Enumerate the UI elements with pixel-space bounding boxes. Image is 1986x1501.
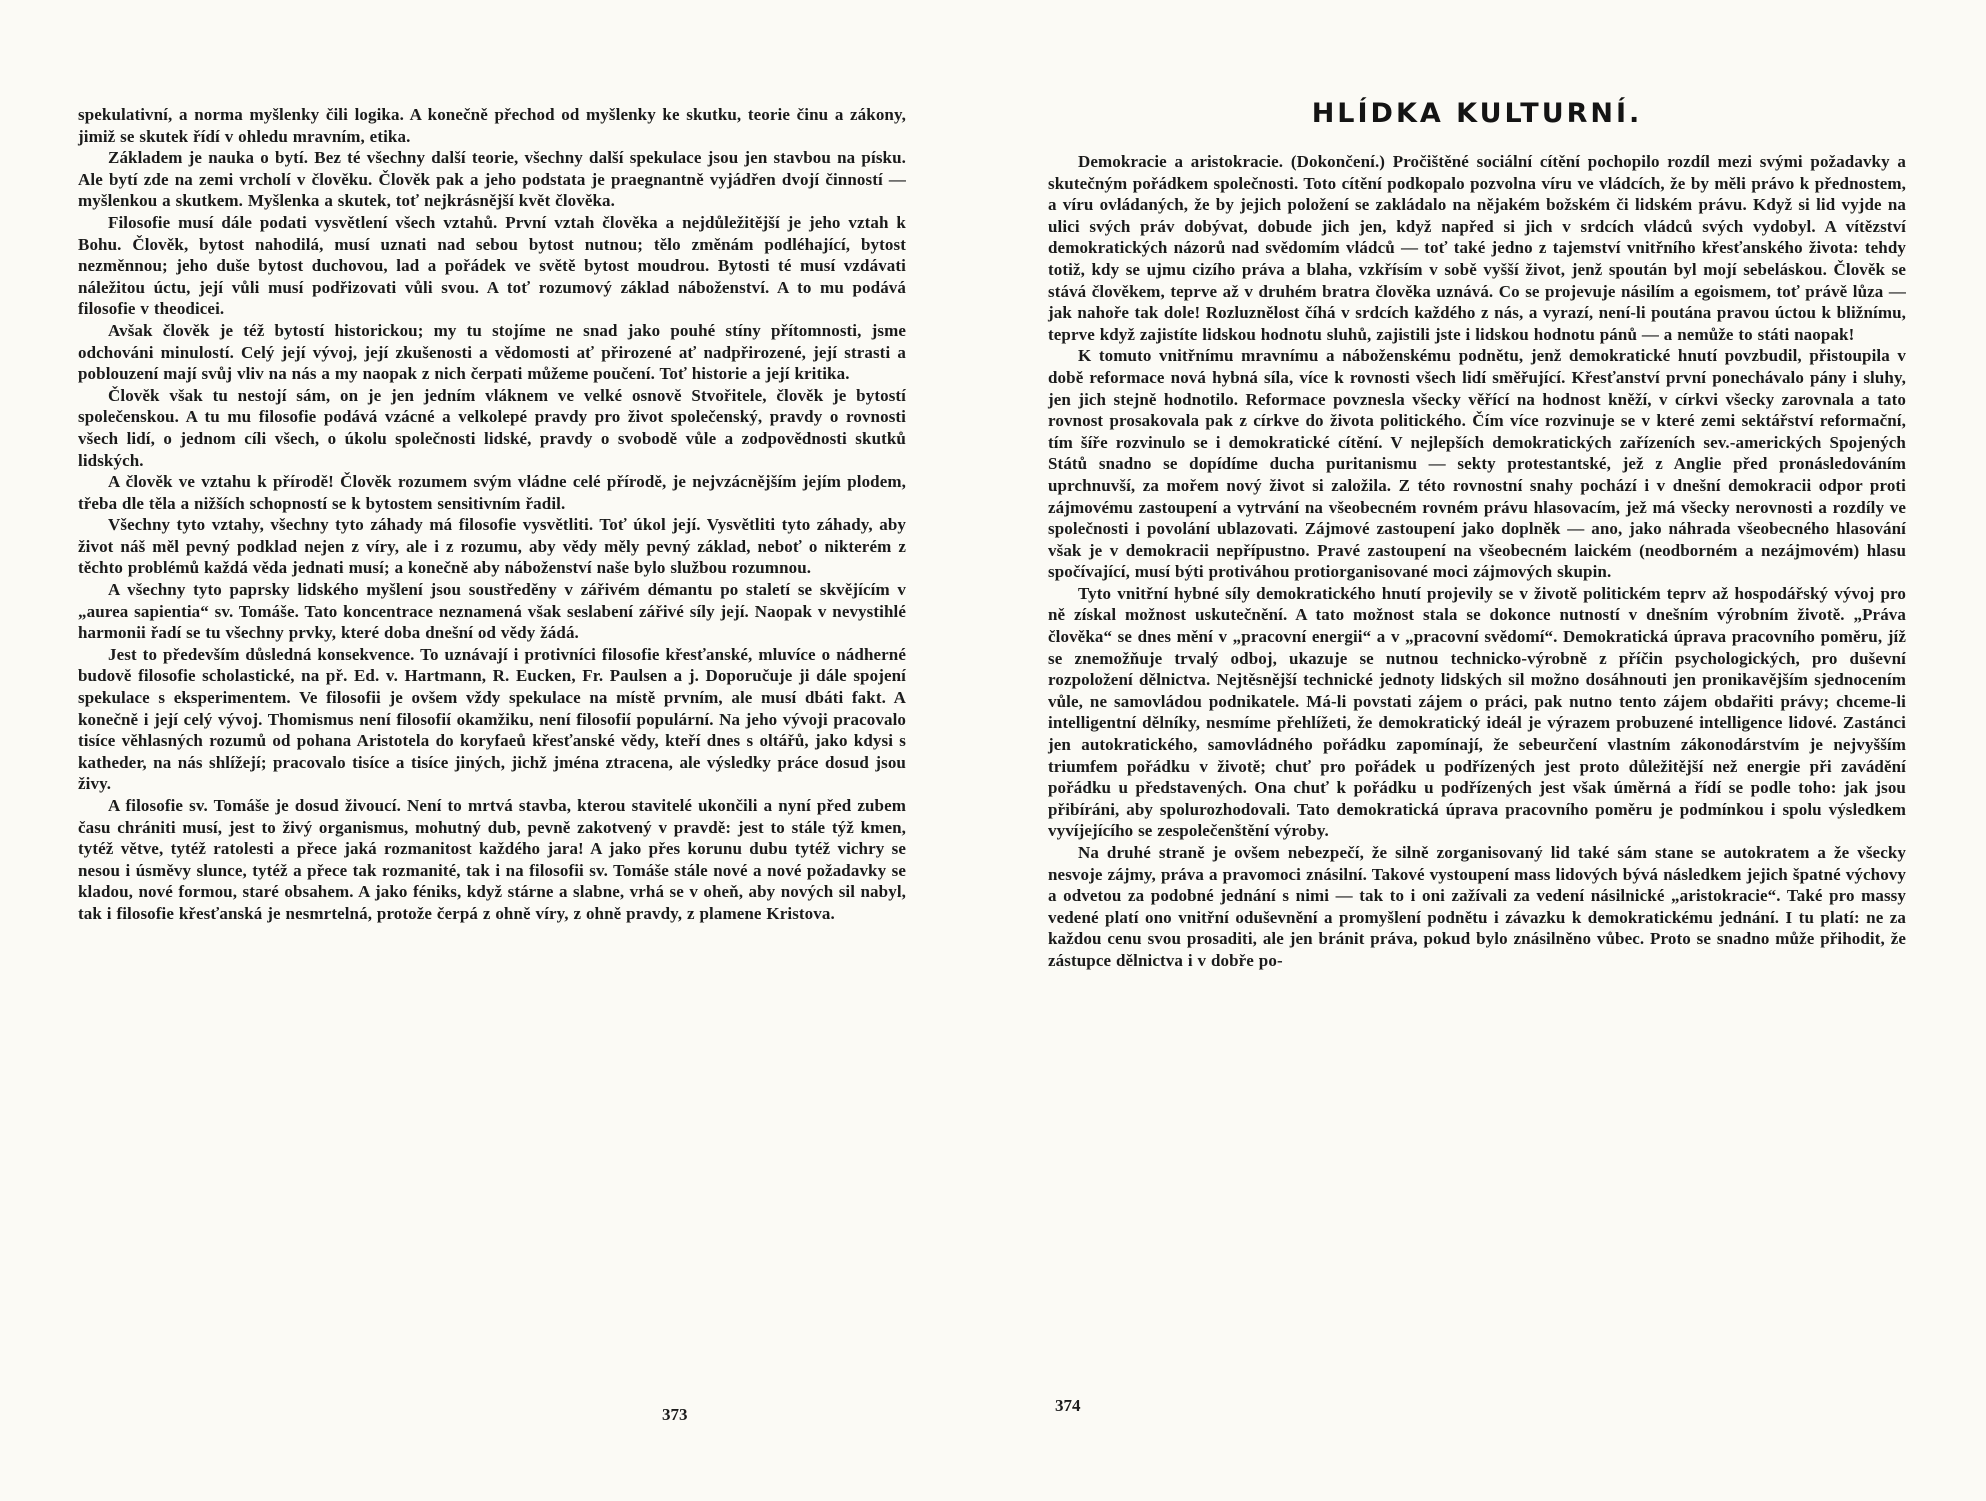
paragraph: A člověk ve vztahu k přírodě! Člověk rozumem svým vládne celé přírodě, je nejvzácnějším jejím plodem, třeba dle těla a nižších schopností se k bytostem sensitivním řadil. — [78, 472, 906, 513]
paragraph: Filosofie musí dále podati vysvětlení všech vztahů. První vztah člověka a nejdůležitější je jeho vztah k Bohu. Člověk, bytost nahodilá, musí uznati nad sebou bytost nutnou; tělo změnám podléhající, bytost nezměnnou; jeho duše bytost duchovou, lad a pořádek ve světě bytost moudrou. Bytosti té musí vzdávati náležitou úctu, její vůli musí podřizovati vůli svou. A toť rozumový základ náboženství. A to mu podává filosofie v theodicei. — [78, 212, 906, 319]
paragraph: Základem je nauka o bytí. Bez té všechny další teorie, všechny další spekulace jsou jen stavbou na písku. Ale bytí zde na zemi vrcholí v člověku. Člověk pak a jeho podstata je praegnantně vyjádřen dvojí činností — myšlenkou a skutkem. Myšlenka a skutek, toť nejkrásnější květ člověka. — [78, 148, 906, 211]
paragraph — [1048, 151, 1906, 345]
section-header: HLÍDKA KULTURNÍ. — [1311, 98, 1643, 129]
paragraph-text: (Dokončení.) Pročištěné sociální cítění pochopilo rozdíl mezi svými požadavky a skutečným pořádkem společnosti. Toto cítění podkopalo pozvolna víru ve vládcích, že by měli právo k přednostem, a víru ovládaných, že by jejich položení se zakládalo na nějakém božském či lidském právu. Když si lid vyjde na ulici svých práv dobývat, dobude jich jen, když napřed si jich v srdcích vládců svých vydobyl. A vítězství demokratických názorů nad svědomím vládců — toť také jedno z tajemství vnitřního křesťanského života: tehdy totiž, kdy se ujmu cizího práva a blaha, vzkřísím v sobě vyšší život, jenž spoután byl mojí sebeláskou. Člověk se stává člověkem, teprve až v druhém bratra člověka uznává. Co se projevuje násilím a egoismem, toť právě lůza — jak nahoře tak dole! Rozluznělost číhá v srdcích každého z nás, a vyrazí, není-li poutána pravou úctou k bližnímu, teprve když zajistíte lidskou hodnotu sluhů, zajistili jste i lidskou hodnotu pánů — a nemůže to státi naopak! — [1048, 152, 1906, 344]
paragraph: A všechny tyto paprsky lidského myšlení jsou soustředěny v zářivém démantu po staletí se skvějícím v „aurea sapientia“ sv. Tomáše. Tato koncentrace neznamená však seslabení zářivé síly její. Naopak v nevystihlé harmonii řadí se tu všechny prvky, které doba dnešní od vědy žádá. — [78, 580, 906, 643]
page-number-right: 374 — [1055, 1396, 1081, 1415]
paragraph: Tyto vnitřní hybné síly demokratického hnutí projevily se v životě politickém teprv až hospodářský vývoj pro ně získal možnost uskutečnění. A tato možnost stala se dokonce nutností v dnešním výrobním životě. „Práva člověka“ se dnes mění v „pracovní energii“ a v „pracovní svědomí“. Demokratická úprava pracovního poměru, jíž se znemožňuje trvalý odboj, ukazuje se nutnou technicko-výrobně z příčin psychologických, pro duševní rozpoložení dělnictva. Nejtěsnější technické jednoty lidských sil možno dosáhnouti jen pronikavějším sjednocením vůle, ne samovládou podnikatele. Má-li povstati zájem o práci, pak nutno tento zájem obdařiti právy; chceme-li intelligentní dělníky, nesmíme přehlížeti, že demokratický ideál je výrazem probuzené intelligence lidové. Zastánci jen autokratického, samovládného pořádku zapomínají, že sebeurčení vlastním zákonodárstvím je nejvyšším triumfem pořádku v životě; chuť pro pořádek u podřízených jest proto důležitější než energie při zavádění pořádku u představených. Ona chuť k pořádku u podřízených jest však úměrná a řídí se podle toho: jak jsou přibíráni, aby spolurozhodovali. Tato demokratická úprava pracovního poměru je podmínkou i spolu výsledkem vyvíjejícího se zespolečenštění výroby. — [1048, 583, 1906, 841]
paragraph: Avšak člověk je též bytostí historickou; my tu stojíme ne snad jako pouhé stíny přítomnosti, jsme odchováni minulostí. Celý její vývoj, její zkušenosti a vědomosti ať přirozené ať nadpřirozené, její strasti a poblouzení mají svůj vliv na nás a my naopak z nich čerpati můžeme poučení. Toť historie a její kritika. — [78, 320, 906, 384]
paragraph: Na druhé straně je ovšem nebezpečí, že silně zorganisovaný lid také sám stane se autokratem a že všecky nesvoje zájmy, práva a pravomoci znásilní. Takové vystoupení mass lidových bývá následkem jejich špatné výchovy a odvetou za podobné jednání s nimi — tak to i oni zažívali za vedení násilnické „aristokracie“. Také pro massy vedené platí ono vnitřní oduševnění a promyšlení podnětu i závazku k demokratickému jednání. I tu platí: ne za každou cenu svou prosaditi, ale jen bránit práva, pokud bylo znásilněno vůbec. Proto se snadno může přihodit, že zástupce dělnictva i v dobře po- — [1048, 843, 1906, 970]
paragraph: Jest to především důsledná konsekvence. To uznávají i protivníci filosofie křesťanské, mluvíce o nádherné budově filosofie scholastické, na př. Ed. v. Hartmann, R. Eucken, Fr. Paulsen a j. Doporučuje ji dále spojení spekulace s eksperimentem. Ve filosofii je ovšem vždy spekulace na místě prvním, ale musí dbáti fakt. A konečně i její celý vývoj. Thomismus není filosofií okamžiku, není filosofií populární. Na jeho vývoji pracovalo tisíce věhlasných rozumů od pohana Aristotela do koryfaeů křesťanské vědy, kteří dnes s oltářů, jako kdysi s katheder, na nás shlížejí; pracovalo tisíce a tisíce jiných, jichž jména ztracena, ale výsledky práce dosud jsou živy. — [78, 644, 906, 794]
left-page-column — [78, 104, 906, 925]
paragraph: K tomuto vnitřnímu mravnímu a náboženskému podnětu, jenž demokratické hnutí povzbudil, přistoupila v době reformace nová hybná síla, více k rovnosti všech lidí směřující. Křesťanství první ponechávalo pány i sluhy, jen jich stejně hodnotilo. Reformace povznesla všecky věřící na hodnost kněží, v církvi všecky zarovnala a tato rovnost prosakovala pak z církve do života politického. Čím více rozvinuje se v které zemi sektářství reformační, tím šíře rozvinulo se i demokratické cítění. V nejlepších demokratických zařízeních sev.-amerických Spojených Států snadno se dopídíme ducha puritanismu — sekty protestantské, jež z Anglie před pronásledováním uprchnuvší, za mořem nový život si založila. Z této rovnostní snahy pochází i v dnešní demokracii odpor proti zájmovému zastoupení a vytrvání na všeobecném rovném právu hlasovacím, jež má všecky nerovnosti a rozdíly ve společnosti i povolání ublazovati. Zájmové zastoupení jako doplněk — ano, jako náhrada všeobecného hlasování však je v demokracii nepřípustno. Pravé zastoupení na všeobecném laickém (neodborném a nezájmovém) hlasu spočívající, musí býti protiváhou protiorganisované moci zájmových skupin. — [1048, 346, 1906, 582]
paragraph: Všechny tyto vztahy, všechny tyto záhady má filosofie vysvětliti. Toť úkol její. Vysvětliti tyto záhady, aby život náš měl pevný podklad nejen z víry, ale i z rozumu, aby vědy měly pevný základ, neboť o nikterém z těchto problémů každá věda jednati musí; a konečně aby náboženství naše bylo službou rozumnou. — [78, 515, 906, 578]
paragraph: A filosofie sv. Tomáše je dosud živoucí. Není to mrtvá stavba, kterou stavitelé ukončili a nyní před zubem času chrániti musí, jest to živý organismus, mohutný dub, pevně zakotvený v pravdě: jest to stále týž kmen, tytéž větve, tytéž ratolesti a přece jaká rozmanitost každého jara! A jako přes korunu dubu tytéž vichry se nesou i úsměvy slunce, tytéž a přece tak rozmanité, tak i na filosofii sv. Tomáše stále nové a nové požadavky se kladou, nové formou, staré obsahem. A jako féniks, když stárne a slabne, vrhá se v oheň, aby nových sil nabyl, tak i filosofie křesťanská je nesmrtelná, protože čerpá z ohně víry, z ohně pravdy, z plamene Kristova. — [78, 796, 906, 923]
paragraph: spekulativní, a norma myšlenky čili logika. A konečně přechod od myšlenky ke skutku, teorie činu a zákony, jimiž se skutek řídí v ohledu mravním, etika. — [78, 105, 906, 146]
page-number-left: 373 — [662, 1405, 688, 1424]
paragraph: Člověk však tu nestojí sám, on je jen jedním vláknem ve velké osnově Stvořitele, člověk je bytostí společenskou. A tu mu filosofie podává vzácné a velkolepé pravdy pro život společenský, pravdy o rovnosti všech lidí, o jednom cíli všech, o úkolu společnosti lidské, pravdy o svobodě vůle a zodpovědnosti skutků lidských. — [78, 385, 906, 470]
right-page-column — [1048, 98, 1906, 972]
article-title: Demokracie a aristokracie. — [1078, 152, 1284, 171]
